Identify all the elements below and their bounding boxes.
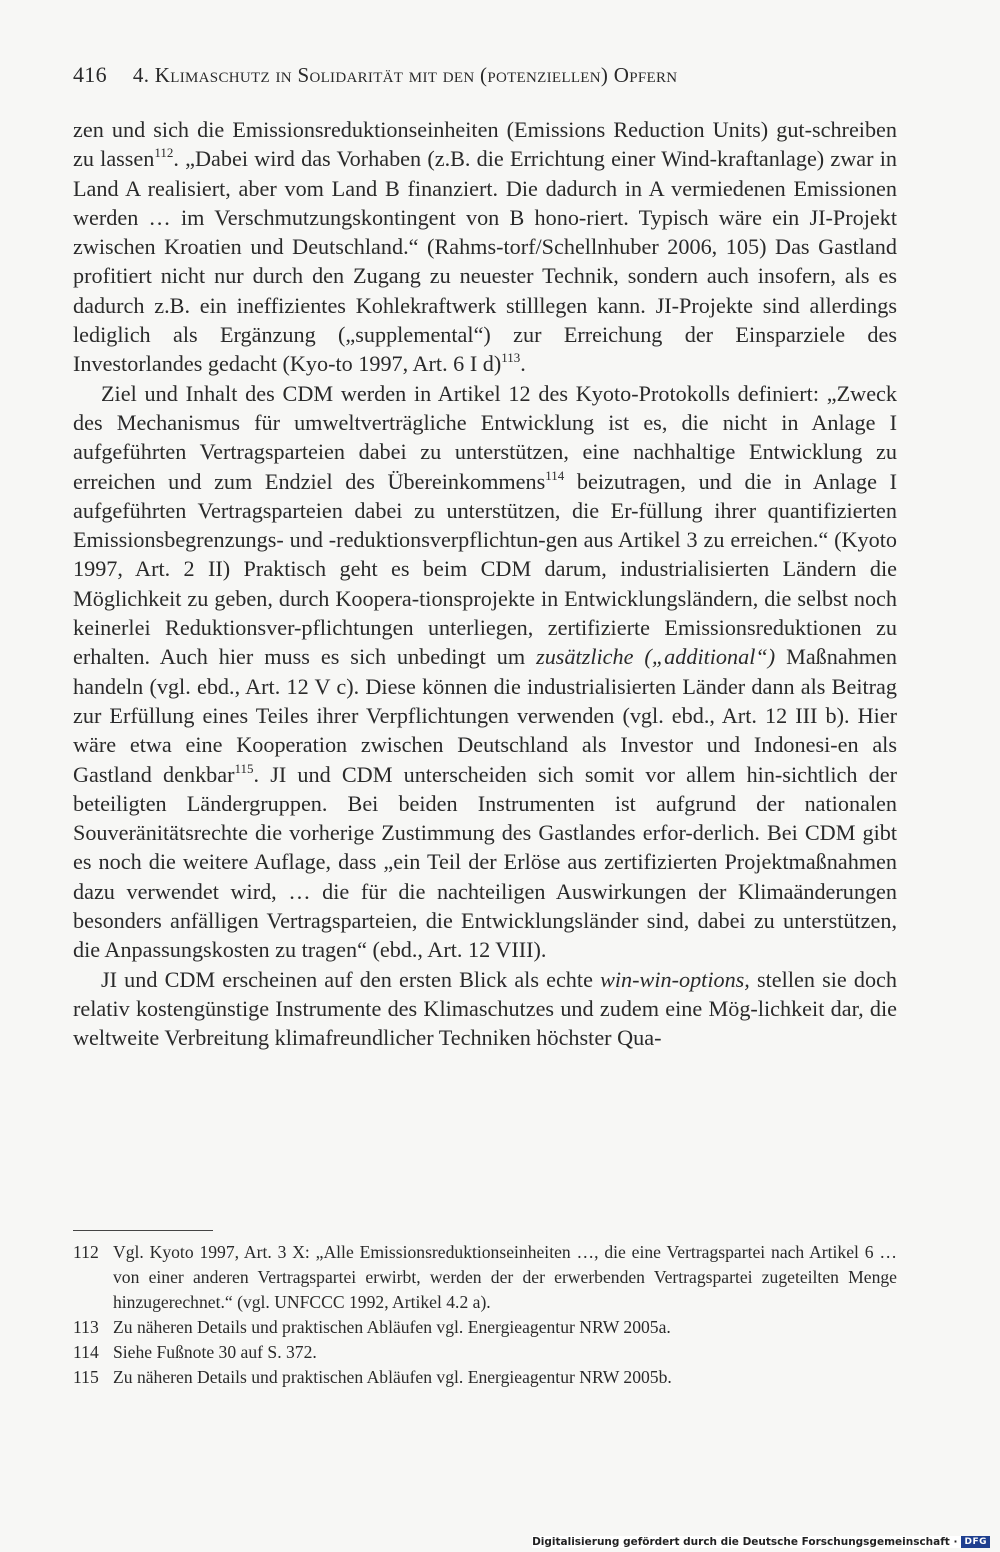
running-head: [73, 62, 933, 88]
footnote-number: 112: [73, 1242, 99, 1262]
footnote-text: Zu näheren Details und praktischen Abläufen vgl. Energieagentur NRW 2005a.: [113, 1317, 671, 1337]
footnote-112: [73, 1240, 897, 1315]
credit-text: Digitalisierung gefördert durch die Deutsche Forschungsgemeinschaft ·: [532, 1536, 958, 1548]
body-text: [73, 115, 897, 1053]
footnote-divider: [73, 1230, 213, 1231]
footnote-ref-112[interactable]: 112: [154, 145, 174, 161]
footnote-115: [73, 1365, 897, 1390]
footnote-ref-115[interactable]: 115: [234, 760, 254, 776]
text-run: . „Dabei wird das Vorhaben (z.B. die Errichtung einer Wind-kraftanlage) zwar in Land A realisiert, aber vom Land B finanziert. Die dadurch in A vermiedenen Emissionen werden … im Verschmutzungskontingent von B hono-riert. Typisch wäre ein JI-Projekt zwischen Kroatien und Deutschland.“ (Rahms-torf/Schellnhuber 2006, 105) Das Gastland profitiert nicht nur durch den Zugang zu neuester Technik, sondern auch insofern, als es dadurch z.B. ein ineffizientes Kohlekraftwerk stilllegen kann. JI-Projekte sind allerdings lediglich als Ergänzung („supplemental“) zur Erreichung der Einsparziele des Investorlandes gedacht (Kyo-to 1997, Art. 6 I d): [73, 146, 897, 377]
paragraph-2: [73, 379, 897, 965]
emphasis: zusätzliche („additional“): [536, 644, 776, 670]
footnotes: [73, 1240, 897, 1390]
text-run: JI und CDM erscheinen auf den ersten Blick als echte: [101, 966, 601, 992]
footnote-text: Siehe Fußnote 30 auf S. 372.: [113, 1342, 317, 1362]
emphasis: win-win-options,: [600, 966, 750, 992]
dfg-logo-icon: DFG: [961, 1536, 990, 1548]
footnote-text: Vgl. Kyoto 1997, Art. 3 X: „Alle Emissionsreduktionseinheiten …, die eine Vertragspartei nach Artikel 6 … von einer anderen Vertragspartei erwirbt, werden der der erwerbenden Vertragspartei zugeteilten Menge hinzugerechnet.“ (vgl. UNFCCC 1992, Artikel 4.2 a).: [113, 1242, 897, 1312]
chapter-title: 4. Klimaschutz in Solidarität mit den (potenziellen) Opfern: [132, 63, 678, 87]
footnote-114: [73, 1340, 897, 1365]
page-number: 416: [73, 62, 107, 87]
text-run: Ziel und Inhalt des CDM werden in Artikel 12 des Kyoto-Protokolls definiert: „Zweck des Mechanismus für umweltverträgliche Entwicklung ist es, die nicht in Anlage I aufgeführten Vertragsparteien dabei zu unterstützen, eine nachhaltige Entwicklung zu erreichen und zum Endziel des Übereinkommens: [73, 380, 897, 494]
footnote-ref-113[interactable]: 113: [501, 350, 521, 366]
digitization-credit: [532, 1536, 990, 1548]
footnote-text: Zu näheren Details und praktischen Abläufen vgl. Energieagentur NRW 2005b.: [113, 1367, 672, 1387]
text-run: zen und sich die Emissionsreduktionseinheiten (Emissions Reduction Units) gut-schreiben zu lassen: [73, 117, 897, 172]
footnote-number: 114: [73, 1342, 99, 1362]
text-run: . JI und CDM unterscheiden sich somit vor allem hin-sichtlich der beteiligten Ländergruppen. Bei beiden Instrumenten ist aufgrund der nationalen Souveränitätsrechte die vorherige Zustimmung des Gastlandes erfor-derlich. Bei CDM gibt es noch die weitere Auflage, dass „ein Teil der Erlöse aus zertifizierten Projektmaßnahmen dazu verwendet wird, … die für die nachteiligen Auswirkungen der Klimaänderungen besonders anfälligen Vertragsparteien, die Entwicklungsländer sind, dabei zu unterstützen, die Anpassungskosten zu tragen“ (ebd., Art. 12 VIII).: [73, 761, 897, 963]
text-run: .: [520, 351, 526, 377]
text-run: Maßnahmen handeln (vgl. ebd., Art. 12 V c). Diese können die industrialisierten Länder dann als Beitrag zur Erfüllung eines Teiles ihrer Verpflichtungen verwenden (vgl. ebd., Art. 12 III b). Hier wäre etwa eine Kooperation zwischen Deutschland als Investor und Indonesi-en als Gastland denkbar: [73, 644, 897, 787]
footnote-number: 113: [73, 1317, 99, 1337]
text-run: stellen sie doch relativ kostengünstige Instrumente des Klimaschutzes und zudem eine Mög-lichkeit dar, die weltweite Verbreitung klimafreundlicher Techniken höchster Qua-: [73, 966, 897, 1051]
paragraph-3: [73, 965, 897, 1053]
text-run: beizutragen, und die in Anlage I aufgeführten Vertragsparteien dabei zu unterstützen, die Er-füllung ihrer quantifizierten Emissionsbegrenzungs- und -reduktionsverpflichtun-gen aus Artikel 3 zu erreichen.“ (Kyoto 1997, Art. 2 II) Praktisch geht es beim CDM darum, industrialisierten Ländern die Möglichkeit zu geben, durch Koopera-tionsprojekte in Entwicklungsländern, die selbst noch keinerlei Reduktionsver-pflichtungen unterliegen, zertifizierte Emissionsreduktionen zu erhalten. Auch hier muss es sich unbedingt um: [73, 468, 897, 670]
footnote-ref-114[interactable]: 114: [545, 467, 565, 483]
paragraph-1: [73, 115, 897, 379]
footnote-number: 115: [73, 1367, 99, 1387]
footnote-113: [73, 1315, 897, 1340]
